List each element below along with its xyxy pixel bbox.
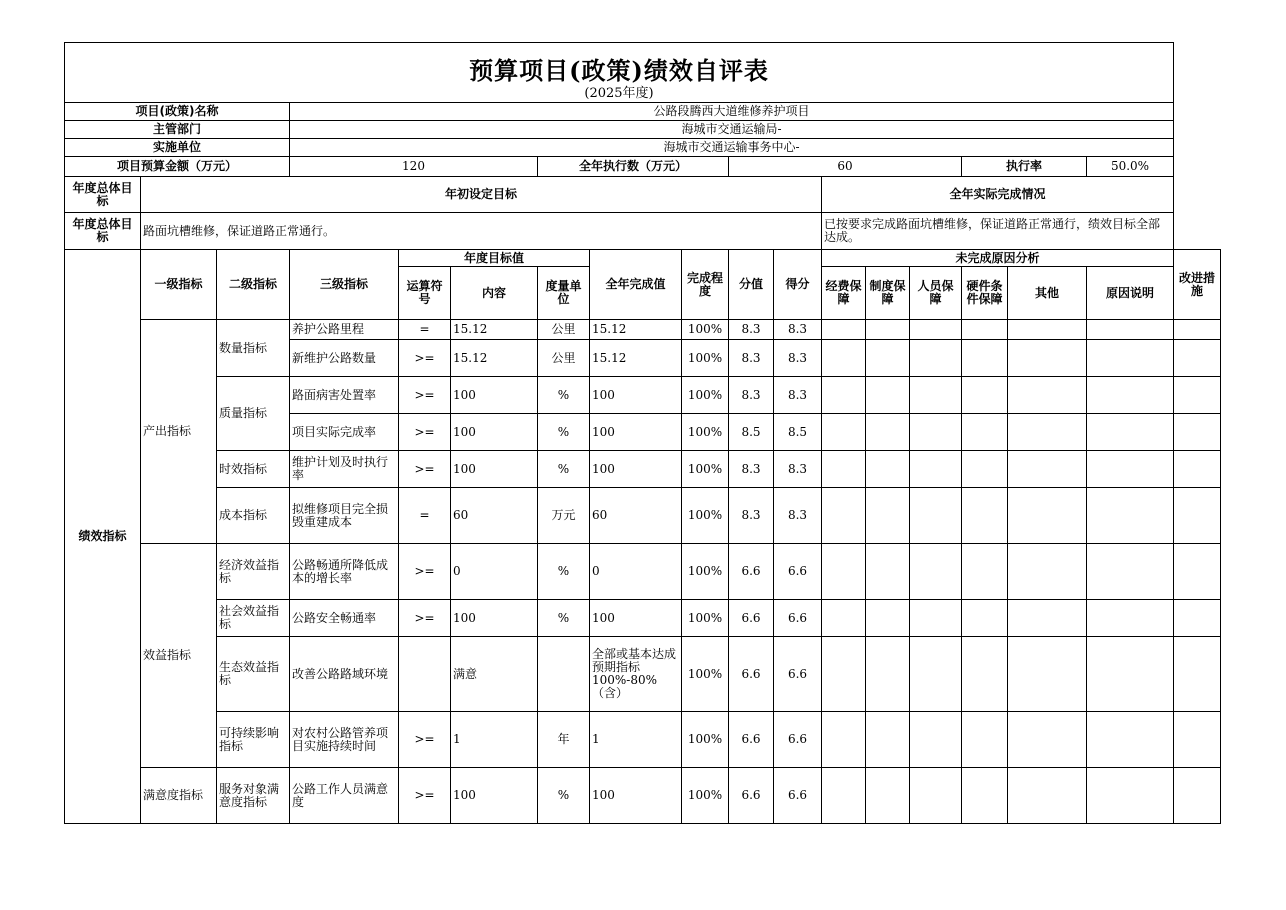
empty-cell (962, 320, 1008, 340)
indicator-operator: >= (399, 544, 451, 600)
empty-cell (910, 451, 962, 488)
indicator-obtained: 6.6 (774, 768, 822, 824)
indicator-degree: 100% (682, 414, 729, 451)
indicator-degree: 100% (682, 768, 729, 824)
level2-quality: 质量指标 (217, 377, 290, 451)
unit-header: 度量单位 (538, 267, 590, 320)
empty-cell (1174, 377, 1221, 414)
indicator-degree: 100% (682, 544, 729, 600)
execution-label: 全年执行数（万元） (538, 157, 729, 177)
indicator-name: 公路畅通所降低成本的增长率 (290, 544, 399, 600)
empty-cell (1087, 712, 1174, 768)
empty-cell (910, 637, 962, 712)
indicator-actual: 0 (590, 544, 682, 600)
indicator-score: 8.5 (729, 414, 774, 451)
empty-cell (1174, 488, 1221, 544)
reason-funding-header: 经费保障 (822, 267, 866, 320)
obtained-score-header: 得分 (774, 250, 822, 320)
empty-cell (866, 768, 910, 824)
level2-quantity: 数量指标 (217, 320, 290, 377)
indicator-unit: % (538, 544, 590, 600)
indicator-obtained: 6.6 (774, 637, 822, 712)
level2-header: 二级指标 (217, 250, 290, 320)
empty-cell (822, 414, 866, 451)
indicator-name: 养护公路里程 (290, 320, 399, 340)
indicator-obtained: 6.6 (774, 544, 822, 600)
indicator-operator: >= (399, 340, 451, 377)
indicator-degree: 100% (682, 340, 729, 377)
empty-cell (910, 768, 962, 824)
indicator-score: 8.3 (729, 377, 774, 414)
indicator-score: 6.6 (729, 600, 774, 637)
empty-cell (962, 600, 1008, 637)
table-title: 预算项目(政策)绩效自评表 (469, 56, 769, 85)
empty-cell (822, 451, 866, 488)
indicator-operator: >= (399, 414, 451, 451)
empty-cell (1087, 377, 1174, 414)
execution-value: 60 (729, 157, 962, 177)
empty-cell (1174, 451, 1221, 488)
empty-cell (822, 768, 866, 824)
score-header: 分值 (729, 250, 774, 320)
actual-completion-text: 已按要求完成路面坑槽维修，保证道路正常通行，绩效目标全部达成。 (822, 213, 1174, 250)
indicator-actual: 100 (590, 768, 682, 824)
empty-cell (1087, 320, 1174, 340)
empty-cell (1087, 600, 1174, 637)
level2-social: 社会效益指标 (217, 600, 290, 637)
empty-cell (962, 488, 1008, 544)
empty-cell (1087, 768, 1174, 824)
project-name-label: 项目(政策)名称 (65, 103, 290, 121)
indicator-content: 1 (451, 712, 538, 768)
indicator-unit: 公里 (538, 320, 590, 340)
reason-other-header: 其他 (1008, 267, 1087, 320)
empty-cell (866, 637, 910, 712)
empty-cell (910, 414, 962, 451)
budget-value: 120 (290, 157, 538, 177)
empty-cell (962, 712, 1008, 768)
indicator-unit: % (538, 600, 590, 637)
operator-header: 运算符号 (399, 267, 451, 320)
department-value: 海城市交通运输局- (290, 121, 1174, 139)
empty-cell (866, 414, 910, 451)
indicator-degree: 100% (682, 451, 729, 488)
level2-service-satisfaction: 服务对象满意度指标 (217, 768, 290, 824)
indicator-obtained: 8.3 (774, 377, 822, 414)
department-label: 主管部门 (65, 121, 290, 139)
indicator-degree: 100% (682, 600, 729, 637)
empty-cell (962, 451, 1008, 488)
empty-cell (866, 320, 910, 340)
indicator-operator: = (399, 488, 451, 544)
empty-cell (1174, 768, 1221, 824)
empty-cell (822, 600, 866, 637)
empty-cell (910, 320, 962, 340)
indicator-actual: 15.12 (590, 320, 682, 340)
actual-value-header: 全年完成值 (590, 250, 682, 320)
empty-cell (1008, 712, 1087, 768)
empty-cell (1174, 320, 1221, 340)
indicator-operator: >= (399, 600, 451, 637)
reason-personnel-header: 人员保障 (910, 267, 962, 320)
empty-cell (1087, 414, 1174, 451)
indicator-score: 8.3 (729, 340, 774, 377)
execution-rate-label: 执行率 (962, 157, 1087, 177)
indicator-obtained: 6.6 (774, 712, 822, 768)
empty-cell (1008, 377, 1087, 414)
indicator-obtained: 8.3 (774, 320, 822, 340)
level2-ecological: 生态效益指标 (217, 637, 290, 712)
empty-cell (822, 377, 866, 414)
empty-cell (1174, 414, 1221, 451)
empty-cell (822, 320, 866, 340)
empty-cell (866, 451, 910, 488)
annual-goal-label-2: 年度总体目标 (65, 213, 141, 250)
empty-cell (962, 544, 1008, 600)
perf-indicator-label: 绩效指标 (65, 250, 141, 824)
indicator-content: 100 (451, 451, 538, 488)
indicator-obtained: 6.6 (774, 600, 822, 637)
empty-cell (1008, 600, 1087, 637)
indicator-content: 0 (451, 544, 538, 600)
empty-cell (1008, 544, 1087, 600)
indicator-actual: 100 (590, 377, 682, 414)
execution-rate-value: 50.0% (1087, 157, 1174, 177)
indicator-content: 100 (451, 414, 538, 451)
reason-hardware-header: 硬件条件保障 (962, 267, 1008, 320)
indicator-unit: % (538, 414, 590, 451)
empty-cell (866, 340, 910, 377)
indicator-score: 6.6 (729, 637, 774, 712)
implementing-unit-value: 海城市交通运输事务中心- (290, 139, 1174, 157)
empty-cell (1174, 340, 1221, 377)
indicator-operator: >= (399, 377, 451, 414)
empty-cell (1174, 712, 1221, 768)
content-header: 内容 (451, 267, 538, 320)
project-name-value: 公路段腾西大道维修养护项目 (290, 103, 1174, 121)
indicator-actual: 1 (590, 712, 682, 768)
indicator-operator: >= (399, 451, 451, 488)
indicator-obtained: 8.3 (774, 340, 822, 377)
actual-completion-header: 全年实际完成情况 (822, 177, 1174, 213)
empty-cell (866, 600, 910, 637)
empty-cell (962, 414, 1008, 451)
empty-cell (962, 637, 1008, 712)
indicator-obtained: 8.3 (774, 488, 822, 544)
indicator-name: 公路工作人员满意度 (290, 768, 399, 824)
indicator-operator: >= (399, 768, 451, 824)
indicator-degree: 100% (682, 320, 729, 340)
empty-cell (1008, 637, 1087, 712)
empty-cell (1087, 451, 1174, 488)
planned-goal-header: 年初设定目标 (141, 177, 822, 213)
empty-cell (822, 712, 866, 768)
empty-cell (1008, 414, 1087, 451)
empty-cell (910, 544, 962, 600)
indicator-unit: % (538, 768, 590, 824)
empty-cell (866, 377, 910, 414)
empty-cell (1008, 451, 1087, 488)
reason-system-header: 制度保障 (866, 267, 910, 320)
empty-cell (866, 488, 910, 544)
indicator-content: 100 (451, 377, 538, 414)
indicator-content: 满意 (451, 637, 538, 712)
indicator-operator: >= (399, 712, 451, 768)
table-title-cell (65, 43, 1174, 86)
indicator-degree: 100% (682, 377, 729, 414)
empty-cell (1008, 340, 1087, 377)
empty-cell (962, 377, 1008, 414)
indicator-content: 100 (451, 768, 538, 824)
indicator-score: 6.6 (729, 544, 774, 600)
indicator-actual: 100 (590, 451, 682, 488)
indicator-actual: 全部或基本达成预期指标100%-80%（含） (590, 637, 682, 712)
indicator-unit: % (538, 377, 590, 414)
indicator-unit: % (538, 451, 590, 488)
indicator-content: 15.12 (451, 340, 538, 377)
indicator-name: 拟维修项目完全损毁重建成本 (290, 488, 399, 544)
indicator-name: 路面病害处置率 (290, 377, 399, 414)
indicator-degree: 100% (682, 488, 729, 544)
level3-header: 三级指标 (290, 250, 399, 320)
level1-benefit: 效益指标 (141, 544, 217, 768)
empty-cell (910, 340, 962, 377)
reason-explanation-header: 原因说明 (1087, 267, 1174, 320)
indicator-operator (399, 637, 451, 712)
level2-cost: 成本指标 (217, 488, 290, 544)
indicator-name: 新维护公路数量 (290, 340, 399, 377)
indicator-unit: 年 (538, 712, 590, 768)
completion-degree-header: 完成程度 (682, 250, 729, 320)
incomplete-reason-header: 未完成原因分析 (822, 250, 1174, 267)
empty-cell (1174, 637, 1221, 712)
indicator-content: 60 (451, 488, 538, 544)
performance-self-evaluation-sheet (64, 42, 1221, 824)
indicator-name: 项目实际完成率 (290, 414, 399, 451)
indicator-degree: 100% (682, 712, 729, 768)
empty-cell (1174, 544, 1221, 600)
level1-output: 产出指标 (141, 320, 217, 544)
empty-cell (1087, 637, 1174, 712)
annual-target-header: 年度目标值 (399, 250, 590, 267)
empty-cell (1008, 488, 1087, 544)
indicator-unit: 公里 (538, 340, 590, 377)
indicator-actual: 100 (590, 600, 682, 637)
level2-economic: 经济效益指标 (217, 544, 290, 600)
empty-cell (1008, 768, 1087, 824)
indicator-score: 8.3 (729, 488, 774, 544)
indicator-score: 6.6 (729, 712, 774, 768)
improvement-header: 改进措施 (1174, 250, 1221, 320)
empty-cell (866, 544, 910, 600)
indicator-operator: = (399, 320, 451, 340)
fiscal-year: (2025年度) (65, 85, 1174, 103)
empty-cell (1008, 320, 1087, 340)
empty-cell (866, 712, 910, 768)
annual-goal-label: 年度总体目标 (65, 177, 141, 213)
indicator-content: 100 (451, 600, 538, 637)
empty-cell (910, 377, 962, 414)
level1-header: 一级指标 (141, 250, 217, 320)
level2-sustainable: 可持续影响指标 (217, 712, 290, 768)
empty-cell (962, 768, 1008, 824)
indicator-score: 8.3 (729, 320, 774, 340)
indicator-unit: 万元 (538, 488, 590, 544)
indicator-name: 公路安全畅通率 (290, 600, 399, 637)
indicator-name: 维护计划及时执行率 (290, 451, 399, 488)
level2-timeliness: 时效指标 (217, 451, 290, 488)
empty-cell (1087, 340, 1174, 377)
empty-cell (910, 488, 962, 544)
budget-label: 项目预算金额（万元） (65, 157, 290, 177)
indicator-name: 改善公路路域环境 (290, 637, 399, 712)
indicator-obtained: 8.5 (774, 414, 822, 451)
indicator-actual: 60 (590, 488, 682, 544)
empty-cell (1174, 600, 1221, 637)
planned-goal-text: 路面坑槽维修，保证道路正常通行。 (141, 213, 822, 250)
indicator-score: 8.3 (729, 451, 774, 488)
empty-cell (822, 544, 866, 600)
indicator-actual: 15.12 (590, 340, 682, 377)
evaluation-table (64, 42, 1221, 824)
empty-cell (1087, 544, 1174, 600)
indicator-degree: 100% (682, 637, 729, 712)
empty-cell (910, 712, 962, 768)
indicator-actual: 100 (590, 414, 682, 451)
indicator-name: 对农村公路管养项目实施持续时间 (290, 712, 399, 768)
level1-satisfaction: 满意度指标 (141, 768, 217, 824)
empty-cell (822, 340, 866, 377)
empty-cell (822, 488, 866, 544)
implementing-unit-label: 实施单位 (65, 139, 290, 157)
indicator-obtained: 8.3 (774, 451, 822, 488)
empty-cell (822, 637, 866, 712)
empty-cell (1087, 488, 1174, 544)
indicator-unit (538, 637, 590, 712)
empty-cell (962, 340, 1008, 377)
indicator-score: 6.6 (729, 768, 774, 824)
indicator-content: 15.12 (451, 320, 538, 340)
empty-cell (910, 600, 962, 637)
